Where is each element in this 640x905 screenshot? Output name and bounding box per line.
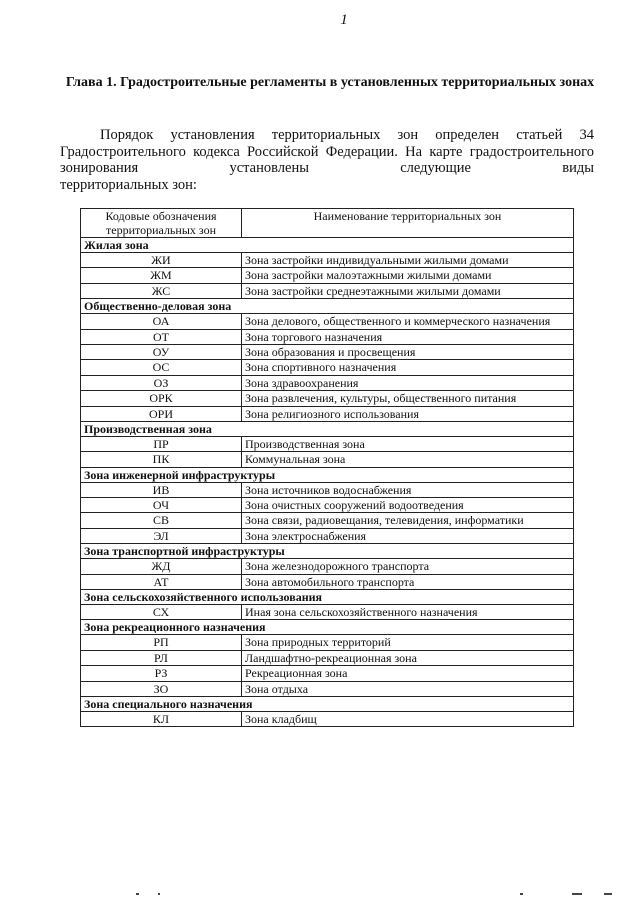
zone-code: ОЗ (81, 375, 242, 390)
zone-code: ОРИ (81, 406, 242, 421)
table-header-row (81, 209, 574, 238)
table-row (81, 283, 574, 298)
zone-code: ПК (81, 452, 242, 467)
zone-name: Зона электроснабжения (242, 528, 574, 543)
table-row (81, 329, 574, 344)
zone-group-title: Общественно-деловая зона (81, 299, 574, 314)
zone-code: ЖМ (81, 268, 242, 283)
zone-name: Зона застройки малоэтажными жилыми домами (242, 268, 574, 283)
table-row (81, 253, 574, 268)
zones-table-body (81, 238, 574, 727)
zone-code: РЛ (81, 650, 242, 665)
zone-name: Зона застройки среднеэтажными жилыми домами (242, 283, 574, 298)
table-row (81, 513, 574, 528)
zone-name: Коммунальная зона (242, 452, 574, 467)
zone-code: ОА (81, 314, 242, 329)
zone-code: ЖИ (81, 253, 242, 268)
table-row (81, 360, 574, 375)
zone-code: ОРК (81, 391, 242, 406)
zone-name: Зона кладбищ (242, 711, 574, 726)
table-row (81, 711, 574, 726)
chapter-title: Глава 1. Градостроительные регламенты в установленных территориальных зонах (65, 75, 595, 90)
zone-code: ИВ (81, 482, 242, 497)
table-row (81, 574, 574, 589)
zone-name: Зона природных территорий (242, 635, 574, 650)
table-row (81, 559, 574, 574)
zone-group-title: Зона специального назначения (81, 696, 574, 711)
zone-group-row (81, 238, 574, 253)
zone-group-row (81, 696, 574, 711)
zone-group-row (81, 467, 574, 482)
zone-name: Зона связи, радиовещания, телевидения, информатики (242, 513, 574, 528)
table-row (81, 375, 574, 390)
zone-name: Иная зона сельскохозяйственного назначения (242, 605, 574, 620)
zone-name: Ландшафтно-рекреационная зона (242, 650, 574, 665)
zone-group-row (81, 299, 574, 314)
table-row (81, 314, 574, 329)
zone-group-row (81, 620, 574, 635)
zone-name: Зона отдыха (242, 681, 574, 696)
table-row (81, 344, 574, 359)
table-row (81, 528, 574, 543)
zone-code: ОС (81, 360, 242, 375)
zone-code: ЗО (81, 681, 242, 696)
zone-name: Зона автомобильного транспорта (242, 574, 574, 589)
zone-code: РЗ (81, 666, 242, 681)
zone-name: Производственная зона (242, 436, 574, 451)
zone-group-row (81, 544, 574, 559)
zone-code: ОУ (81, 344, 242, 359)
table-row (81, 650, 574, 665)
zone-code: СВ (81, 513, 242, 528)
zone-code: РП (81, 635, 242, 650)
zone-group-title: Зона сельскохозяйственного использования (81, 590, 574, 605)
zone-name: Зона застройки индивидуальными жилыми домами (242, 253, 574, 268)
intro-paragraph-end: территориальных зон: (60, 177, 197, 193)
table-row (81, 268, 574, 283)
zone-name: Зона развлечения, культуры, общественного питания (242, 391, 574, 406)
table-row (81, 666, 574, 681)
zone-group-row (81, 590, 574, 605)
zone-group-title: Жилая зона (81, 238, 574, 253)
header-name: Наименование территориальных зон (242, 209, 574, 238)
zone-group-title: Производственная зона (81, 421, 574, 436)
table-row (81, 681, 574, 696)
zone-code: СХ (81, 605, 242, 620)
zone-code: ОЧ (81, 498, 242, 513)
zones-table (80, 208, 574, 727)
table-row (81, 391, 574, 406)
table-row (81, 436, 574, 451)
zone-name: Зона здравоохранения (242, 375, 574, 390)
zone-name: Зона религиозного использования (242, 406, 574, 421)
zone-name: Зона образования и просвещения (242, 344, 574, 359)
zone-group-row (81, 421, 574, 436)
zone-code: ОТ (81, 329, 242, 344)
zone-name: Зона торгового назначения (242, 329, 574, 344)
table-row (81, 498, 574, 513)
table-row (81, 605, 574, 620)
zone-name: Рекреационная зона (242, 666, 574, 681)
zone-name: Зона делового, общественного и коммерческого назначения (242, 314, 574, 329)
zone-group-title: Зона рекреационного назначения (81, 620, 574, 635)
table-row (81, 406, 574, 421)
table-row (81, 452, 574, 467)
scan-artifacts (0, 893, 640, 899)
zone-code: ПР (81, 436, 242, 451)
table-row (81, 635, 574, 650)
zone-name: Зона очистных сооружений водоотведения (242, 498, 574, 513)
zone-group-title: Зона инженерной инфраструктуры (81, 467, 574, 482)
table-row (81, 482, 574, 497)
zone-name: Зона железнодорожного транспорта (242, 559, 574, 574)
zone-code: ЭЛ (81, 528, 242, 543)
zone-name: Зона источников водоснабжения (242, 482, 574, 497)
zone-code: ЖС (81, 283, 242, 298)
page-number: 1 (340, 12, 348, 28)
intro-paragraph: Порядок установления территориальных зон определен статьей 34 Градостроительного кодекса Российской Федерации. На карте градостроительного зонирования установлены следующие виды (60, 127, 594, 176)
header-code: Кодовые обозначения территориальных зон (81, 209, 242, 238)
zone-name: Зона спортивного назначения (242, 360, 574, 375)
zone-code: ЖД (81, 559, 242, 574)
zone-group-title: Зона транспортной инфраструктуры (81, 544, 574, 559)
zone-code: АТ (81, 574, 242, 589)
zone-code: КЛ (81, 711, 242, 726)
